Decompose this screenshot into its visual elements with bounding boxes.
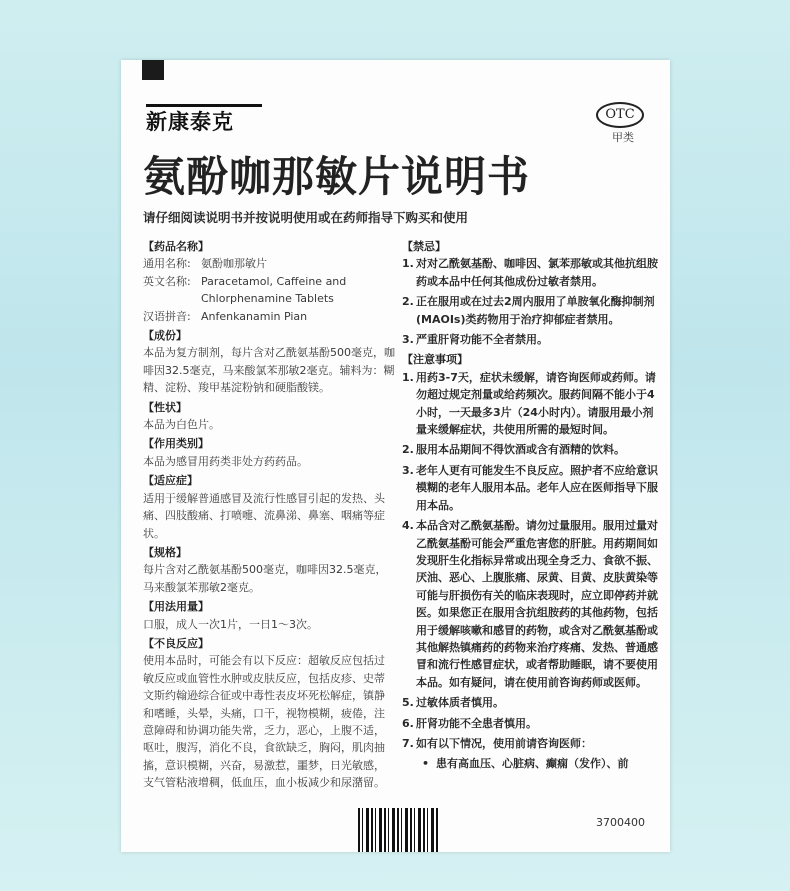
section-heading: 【成份】 (143, 329, 187, 343)
item-text: 老年人更有可能发生不良反应。照护者不应给意识模糊的老年人服用本品。老年人应在医师指导下服用本品。 (416, 463, 658, 512)
list-item (402, 735, 664, 752)
barcode (358, 808, 438, 852)
usage-instruction: 请仔细阅读说明书并按说明使用或在药师指导下购买和使用 (143, 210, 469, 225)
otc-class: 甲类 (612, 131, 634, 144)
list-item (402, 255, 664, 290)
item-number: 4. (402, 519, 414, 533)
item-number: 2. (402, 443, 414, 457)
list-item (402, 517, 664, 691)
section-heading: 【性状】 (143, 400, 187, 414)
bullet-item (402, 755, 664, 772)
name-label: 通用名称: (143, 257, 191, 271)
item-number: 1. (402, 370, 414, 384)
list-item (402, 694, 664, 711)
item-text: 正在服用或在过去2周内服用了单胺氧化酶抑制剂(MAOIs)类药物用于治疗抑郁症者禁用。 (416, 295, 655, 326)
section-heading: 【规格】 (143, 545, 187, 559)
section-text: 本品为复方制剂，每片含对乙酰氨基酚500毫克，咖啡因32.5毫克，马来酸氯苯那敏2毫克。辅料为：糊精、淀粉、羧甲基淀粉钠和硬脂酸镁。 (143, 346, 395, 395)
bullet-dot-icon: • (422, 757, 430, 771)
corner-mark (142, 60, 164, 80)
left-column (143, 236, 395, 792)
section-text: 本品为感冒用药类非处方药药品。 (143, 454, 308, 468)
brand-logo: 新康泰克 (146, 104, 262, 137)
name-label: 汉语拼音: (143, 309, 191, 323)
name-row (143, 308, 395, 325)
page-title: 氨酚咖那敏片说明书 (143, 152, 531, 201)
item-number: 3. (402, 463, 414, 477)
item-text: 肝肾功能不全患者慎用。 (416, 716, 537, 730)
item-number: 7. (402, 736, 414, 750)
section-heading: 【注意事项】 (402, 353, 468, 367)
bullet-text: 患有高血压、心脏病、癫痫（发作）、前 (436, 757, 629, 771)
item-text: 如有以下情况，使用前请咨询医师： (416, 736, 592, 750)
section-heading: 【禁忌】 (402, 240, 446, 253)
name-value: 氨酚咖那敏片 (201, 257, 267, 271)
name-label: 英文名称: (143, 274, 191, 288)
otc-mark: OTC (596, 102, 644, 128)
item-number: 5. (402, 696, 414, 710)
item-text: 对对乙酰氨基酚、咖啡因、氯苯那敏或其他抗组胺药或本品中任何其他成份过敏者禁用。 (416, 257, 658, 288)
section-heading: 【适应症】 (143, 474, 198, 488)
item-number: 6. (402, 716, 414, 730)
item-text: 过敏体质者慎用。 (416, 696, 504, 710)
item-text: 本品含对乙酰氨基酚。请勿过量服用。服用过量对乙酰氨基酚可能会严重危害您的肝脏。用药期间如发现肝生化指标异常或出现全身乏力、食欲不振、厌油、恶心、上腹胀痛、尿黄、目黄、皮肤黄染等可能与肝损伤有关的临床表现时，应立即停药并就医。如果您正在服用含抗组胺药的其他药物，包括用于缓解咳嗽和感冒的药物，或含对乙酰氨基酚或其他解热镇痛药的药物来治疗疼痛、发热、普通感冒和流行性感冒症状，或者帮助睡眠，请不要使用本品。如有疑问，请在使用前咨询药师或医师。 (416, 519, 658, 689)
list-item (402, 715, 664, 732)
name-row (143, 255, 395, 272)
item-number: 1. (402, 257, 414, 271)
list-item (402, 441, 664, 458)
list-item (402, 293, 664, 328)
section-heading: 【药品名称】 (143, 240, 209, 253)
section-heading: 【作用类别】 (143, 437, 209, 451)
section-text: 本品为白色片。 (143, 418, 220, 432)
item-number: 2. (402, 295, 414, 309)
list-item (402, 331, 664, 348)
item-number: 3. (402, 333, 414, 347)
leaflet-sheet (121, 60, 670, 852)
name-row (143, 273, 395, 308)
item-text: 服用本品期间不得饮酒或含有酒精的饮料。 (416, 443, 625, 457)
section-text: 口服，成人一次1片，一日1～3次。 (143, 617, 318, 631)
section-heading: 【用法用量】 (143, 600, 209, 614)
section-heading: 【不良反应】 (143, 636, 209, 650)
list-item (402, 462, 664, 514)
name-value: Anfenkanamin Pian (201, 309, 308, 323)
section-text: 每片含对乙酰氨基酚500毫克，咖啡因32.5毫克，马来酸氯苯那敏2毫克。 (143, 563, 387, 594)
name-value: Paracetamol, Caffeine and Chlorphenamine Tablets (201, 274, 347, 306)
product-code: 3700400 (596, 816, 645, 829)
item-text: 用药3-7天，症状未缓解，请咨询医师或药师。请勿超过规定剂量或给药频次。服药间隔不能小于4小时，一天最多3片（24小时内）。请服用最小剂量来缓解症状，共使用所需的最短时间。 (416, 370, 656, 437)
right-column (402, 236, 664, 773)
item-text: 严重肝肾功能不全者禁用。 (416, 333, 548, 347)
section-text: 使用本品时，可能会有以下反应：超敏反应包括过敏反应或血管性水肿或皮肤反应，包括皮疹、史蒂文斯约翰逊综合征或中毒性表皮坏死松解症，镇静和嗜睡，头晕，头痛，口干，视物模糊，疲倦，注意障碍和协调功能失常，乏力，恶心，上腹不适，呕吐，腹泻，消化不良，食欲缺乏，胸闷，肌肉抽搐，意识模糊，兴奋，易激惹，噩梦，日光敏感，支气管粘液增稠，低血压，血小板减少和尿潴留。 (143, 654, 385, 790)
list-item (402, 369, 664, 439)
section-text: 适用于缓解普通感冒及流行性感冒引起的发热、头痛、四肢酸痛、打喷嚏、流鼻涕、鼻塞、咽痛等症状。 (143, 491, 385, 540)
